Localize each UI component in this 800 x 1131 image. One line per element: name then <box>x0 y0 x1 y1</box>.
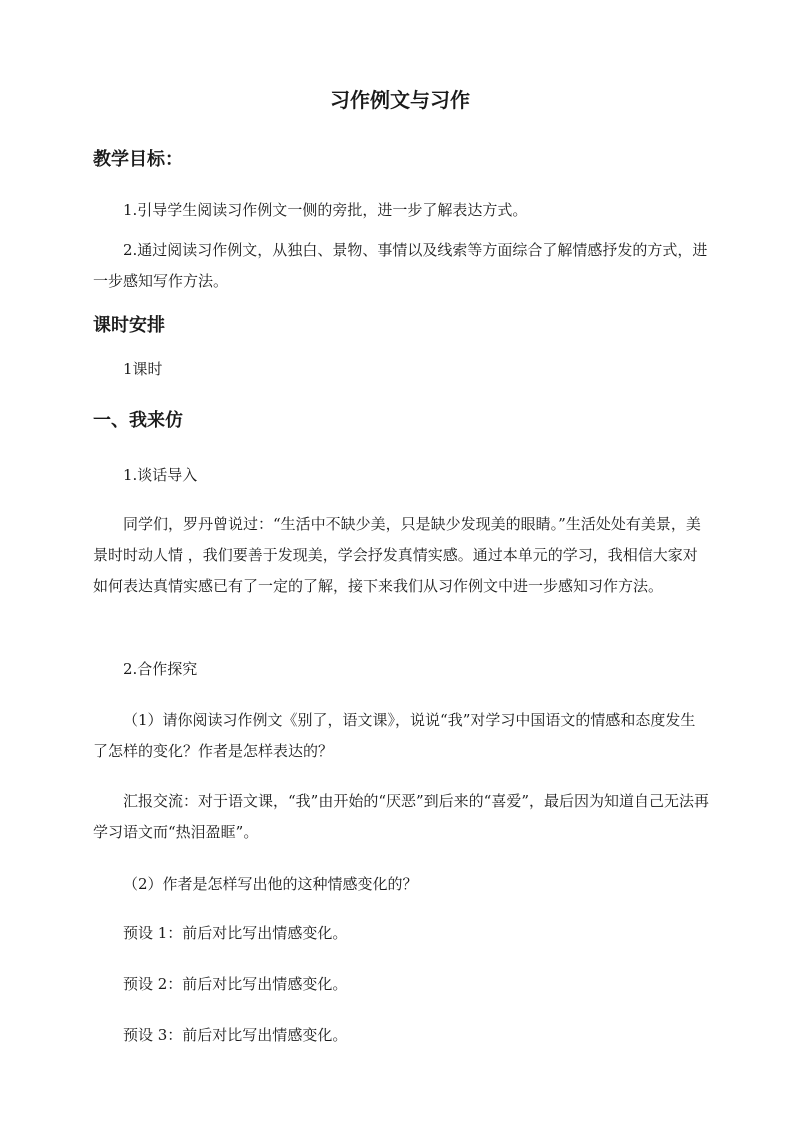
step1-title: 1.谈话导入 <box>123 466 198 484</box>
question-2: （2）作者是怎样写出他的这种情感变化的？ <box>123 875 418 893</box>
goal-item-1: 1.引导学生阅读习作例文一侧的旁批，进一步了解表达方式。 <box>123 201 528 219</box>
document-title: 习作例文与习作 <box>330 88 470 112</box>
goals-heading: 教学目标： <box>93 149 183 170</box>
schedule-text: 1课时 <box>123 360 163 378</box>
part1-heading: 一、我来仿 <box>93 410 183 431</box>
preset-item-2: 预设 2：前后对比写出情感变化。 <box>123 975 348 993</box>
question-1: （1）请你阅读习作例文《别了，语文课》，说说“我”对学习中国语文的情感和态度发生了怎样的变化？作者是怎样表达的？ <box>93 711 696 760</box>
preset-item-1: 预设 1：前后对比写出情感变化。 <box>123 924 348 942</box>
report-text: 汇报交流：对于语文课，“我”由开始的“厌恶”到后来的“喜爱”，最后因为知道自己无法再学习语文而“热泪盈眶”。 <box>93 792 710 841</box>
step1-text: 同学们，罗丹曾说过：“生活中不缺少美，只是缺少发现美的眼睛。”生活处处有美景，美景时时动人情 ，我们要善于发现美，学会抒发真情实感。通过本单元的学习，我相信大家对如何表达真情实感已有了一定的了解，接下来我们从习作例文中进一步感知习作方法。 <box>93 515 701 595</box>
preset-item-3: 预设 3：前后对比写出情感变化。 <box>123 1026 348 1044</box>
schedule-heading: 课时安排 <box>93 315 165 336</box>
goal-item-2: 2.通过阅读习作例文，从独白、景物、事情以及线索等方面综合了解情感抒发的方式，进一步感知写作方法。 <box>93 241 708 290</box>
step2-title: 2.合作探究 <box>123 660 198 678</box>
